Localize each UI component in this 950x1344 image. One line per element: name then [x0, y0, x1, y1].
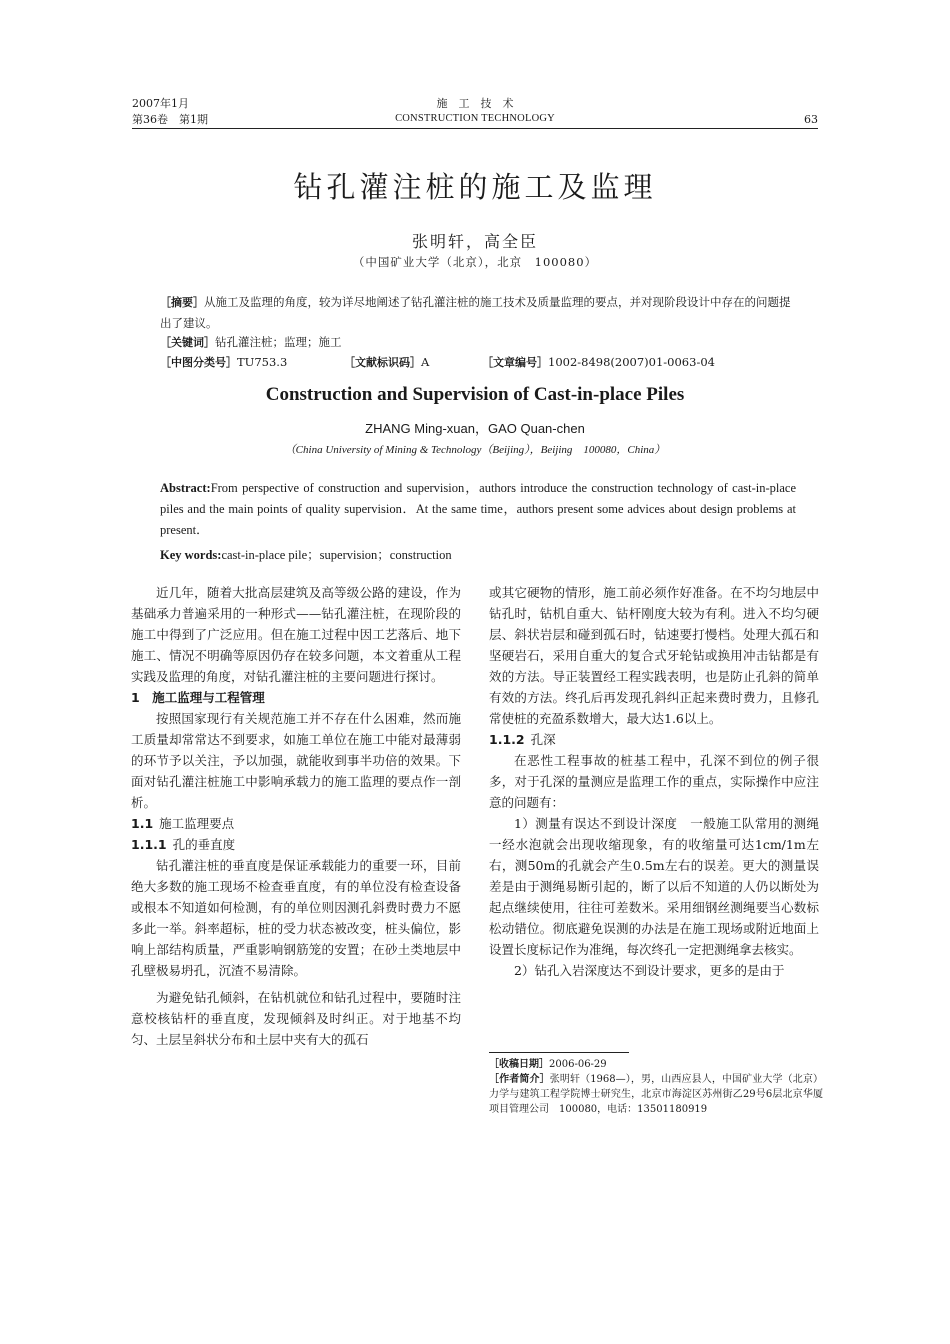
article-label: ［文章编号］	[482, 356, 548, 369]
section-1-paragraph: 按照国家现行有关规范施工并不存在什么困难，然而施工质量却常常达不到要求，如施工单位在施工中能对最薄弱的环节予以关注，予以加强，就能收到事半功倍的效果。下面对钻孔灌注桩施工中影响承载力的施工监理的要点作一剖析。	[131, 711, 461, 810]
received-label: ［收稿日期］	[489, 1059, 549, 1070]
keywords-cn-text: 钻孔灌注桩；监理；施工	[215, 335, 342, 349]
header-rule	[132, 128, 818, 129]
section-1-1-1-number: 1.1.1	[131, 837, 167, 852]
keywords-en-text: cast-in-place pile；supervision；construction	[221, 548, 452, 562]
rock-depth-paragraph: 2）钻孔入岩深度达不到设计要求，更多的是由于	[514, 963, 785, 978]
received-date	[489, 1057, 823, 1072]
classification-row	[160, 352, 800, 372]
received-value: 2006-06-29	[549, 1059, 607, 1070]
article-value: 1002-8498(2007)01-0063-04	[548, 355, 715, 369]
keywords-en	[160, 545, 796, 565]
doc-value: A	[421, 355, 430, 369]
clc-code	[160, 352, 287, 373]
running-header-center	[330, 96, 620, 126]
article-title-cn: 钻孔灌注桩的施工及监理	[293, 170, 657, 204]
running-header-left	[132, 96, 208, 128]
section-1-1-2-number: 1.1.2	[489, 732, 525, 747]
abstract-cn-label: ［摘要］	[160, 296, 204, 309]
keywords-cn-label: ［关键词］	[160, 336, 215, 349]
section-1-1-heading	[131, 813, 461, 834]
abstract-cn	[160, 292, 800, 333]
section-1-1-2-heading	[489, 729, 819, 750]
section-1-1-2-title: 孔深	[530, 732, 556, 747]
measurement-error-paragraph: 1）测量有误达不到设计深度 一般施工队常用的测绳一经水泡就会出现收缩现象，有的收缩量可达1cm/1m左右，测50m的孔就会产生0.5m左右的误差。更大的测量误差是由于测绳易断引起的，断了以后不知道的人仍以断处为起点继续使用，往往可差数米。采用细钢丝测绳要当心数标松动错位。彻底避免误测的办法是在施工现场或附近地面上设置长度标记作为准绳，每次终孔一定把测绳拿去核实。	[489, 816, 819, 957]
body-column-right	[489, 582, 819, 981]
affiliation-en: （China University of Mining & Technology（Beijing），Beijing 100080，China）	[284, 444, 666, 456]
clc-value: TU753.3	[237, 355, 288, 369]
section-1-heading: 1 施工监理与工程管理	[131, 690, 265, 705]
clc-label: ［中图分类号］	[160, 356, 237, 369]
bio-text: 张明轩（1968—），男，山西应县人，中国矿业大学（北京）力学与建筑工程学院博士研究生，北京市海淀区苏州街乙29号6层北京华厦项目管理公司 100080，电话：13501180919	[489, 1074, 824, 1115]
tilt-prevention-paragraph: 为避免钻孔倾斜，在钻机就位和钻孔过程中，要随时注意校核钻杆的垂直度，发现倾斜及时纠正。对于地基不均匀、土层呈斜状分布和土层中夹有大的孤石	[131, 990, 461, 1047]
abstract-en-label: Abstract:	[160, 481, 211, 495]
footnote-rule	[489, 1052, 629, 1053]
article-number	[482, 352, 715, 373]
verticality-paragraph: 钻孔灌注桩的垂直度是保证承载能力的重要一环，目前绝大多数的施工现场不检查垂直度，有的单位没有检查设备或根本不知道如何检测，有的单位则因测孔斜费时费力不愿多此一举。斜率超标，桩的受力状态被改变，桩头偏位，影响上部结构质量，严重影响钢筋笼的安置；在砂土类地层中孔壁极易坍孔，沉渣不易清除。	[131, 858, 461, 978]
section-1-1-1-heading	[131, 834, 461, 855]
authors-en: ZHANG Ming-xuan，GAO Quan-chen	[365, 421, 585, 436]
abstract-en-text: From perspective of construction and supervision，authors introduce the construction technology of cast-in-place piles and the main points of quality supervision．At the same time，authors present some advices about design problems at present．	[160, 481, 796, 537]
keywords-cn	[160, 332, 800, 353]
footnote	[489, 1057, 823, 1117]
hole-depth-paragraph: 在恶性工程事故的桩基工程中，孔深不到位的例子很多，对于孔深的量测应是监理工作的重点，实际操作中应注意的问题有：	[489, 753, 819, 810]
section-1-1-title: 施工监理要点	[159, 816, 235, 831]
abstract-cn-text: 从施工及监理的角度，较为详尽地阐述了钻孔灌注桩的施工技术及质量监理的要点，并对现阶段设计中存在的问题提出了建议。	[160, 295, 791, 330]
issue-volume: 第36卷 第1期	[132, 113, 208, 126]
journal-name-en: CONSTRUCTION TECHNOLOGY	[395, 113, 555, 124]
doc-label: ［文献标识码］	[344, 356, 421, 369]
affiliation-cn: （中国矿业大学（北京），北京 100080）	[352, 255, 598, 269]
intro-paragraph: 近几年，随着大批高层建筑及高等级公路的建设，作为基础承力普遍采用的一种形式——钻孔灌注桩，在现阶段的施工中得到了广泛应用。但在施工过程中因工艺落后、地下施工、情况不明确等原因仍存在较多问题，本文着重从工程实践及监理的角度，对钻孔灌注桩的主要问题进行探讨。	[131, 585, 461, 684]
journal-name-cn: 施 工 技 术	[436, 97, 514, 110]
article-title-en: Construction and Supervision of Cast-in-place Piles	[265, 384, 685, 405]
keywords-en-label: Key words:	[160, 548, 222, 562]
body-column-left	[131, 582, 461, 1050]
section-1-1-number: 1.1	[131, 816, 154, 831]
abstract-en	[160, 478, 796, 541]
continued-paragraph: 或其它硬物的情形，施工前必须作好准备。在不均匀地层中钻孔时，钻机自重大、钻杆刚度大较为有利。进入不均匀硬层、斜状岩层和碰到孤石时，钻速要打慢档。处理大孤石和坚硬岩石，采用自重大的复合式牙轮钻或换用冲击钻都是有效的方法。导正装置经工程实践表明，也是防止孔斜的简单有效的方法。终孔后再发现孔斜纠正起来费时费力，且修孔常使桩的充盈系数增大，最大达1.6以上。	[489, 585, 819, 726]
issue-date: 2007年1月	[132, 97, 189, 110]
page-number: 63	[804, 113, 818, 126]
section-1-1-1-title: 孔的垂直度	[172, 837, 236, 852]
author-bio	[489, 1072, 823, 1117]
authors-cn: 张明轩，高全臣	[411, 232, 538, 251]
bio-label: ［作者简介］	[489, 1074, 550, 1085]
doc-code	[344, 352, 429, 373]
